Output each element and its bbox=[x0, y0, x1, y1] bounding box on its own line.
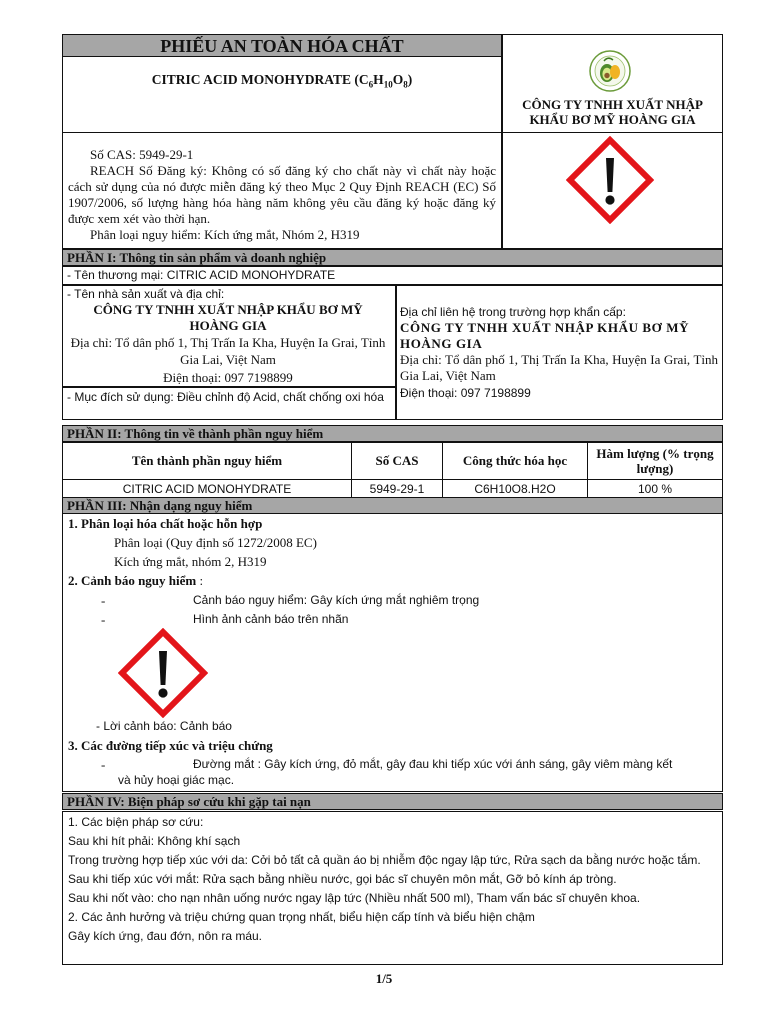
table-header-row bbox=[63, 443, 723, 480]
s2-dash2: - bbox=[101, 612, 106, 627]
s2-title: 2. Cảnh báo nguy hiểm bbox=[68, 573, 197, 588]
s2-title-row: 2. Cảnh báo nguy hiểm : bbox=[68, 573, 204, 588]
cell-cas: 5949-29-1 bbox=[352, 480, 443, 499]
part2-heading: PHẦN II: Thông tin về thành phần nguy hiểm bbox=[62, 425, 723, 442]
manufacturer-block bbox=[64, 287, 392, 387]
part1-divider bbox=[395, 285, 397, 420]
first-aid-line: Gây kích ứng, đau đớn, nôn ra máu. bbox=[68, 929, 263, 943]
cell-content: 100 % bbox=[588, 480, 723, 499]
part3-heading: PHẦN III: Nhận dạng nguy hiểm bbox=[62, 497, 723, 514]
manufacturer-phone: Điện thoại: 097 7198899 bbox=[163, 370, 293, 385]
first-aid-line: Trong trường hợp tiếp xúc với da: Cởi bỏ tất cả quần áo bị nhiễm độc ngay lập tức, Rửa sạch da bằng nước hoặc tắm. bbox=[68, 853, 701, 867]
col-component: Tên thành phần nguy hiểm bbox=[63, 443, 352, 480]
composition-table bbox=[62, 442, 723, 499]
s1-line2: Kích ứng mắt, nhóm 2, H319 bbox=[114, 554, 267, 569]
s1-line1: Phân loại (Quy định số 1272/2008 EC) bbox=[114, 535, 317, 550]
s3-dash1: - bbox=[101, 757, 106, 772]
emergency-label: Địa chỉ liên hệ trong trường hợp khẩn cấp: bbox=[400, 305, 626, 319]
cas-number: Số CAS: 5949-29-1 bbox=[90, 147, 194, 162]
s1-title: 1. Phân loại hóa chất hoặc hỗn hợp bbox=[68, 516, 263, 531]
col-content: Hàm lượng (% trọng lượng) bbox=[588, 443, 723, 480]
part1-heading: PHẦN I: Thông tin sản phẩm và doanh nghiệp bbox=[62, 249, 723, 266]
manufacturer-label: - Tên nhà sản xuất và địa chỉ: bbox=[67, 287, 225, 301]
page-number: 1/5 bbox=[375, 971, 393, 986]
s2-dash1: - bbox=[101, 593, 106, 608]
s3-title: 3. Các đường tiếp xúc và triệu chứng bbox=[68, 738, 273, 753]
intro-divider bbox=[501, 132, 503, 249]
table-row bbox=[63, 480, 723, 499]
intro-text bbox=[68, 147, 496, 243]
product-title: CITRIC ACID MONOHYDRATE $(C_6H_{10}O_8)$ bbox=[151, 72, 413, 90]
col-formula: Công thức hóa học bbox=[443, 443, 588, 480]
first-aid-line: Sau khi tiếp xúc với mắt: Rửa sạch bằng nhiều nước, gọi bác sĩ chuyên môn mắt, Gỡ bỏ kính áp tròng. bbox=[68, 872, 617, 886]
s2-bullet1: Cảnh báo nguy hiểm: Gây kích ứng mắt nghiêm trọng bbox=[193, 593, 480, 607]
company-name: CÔNG TY TNHH XUẤT NHẬP KHẨU BƠ MỸ HOÀNG GIA bbox=[522, 97, 703, 127]
ghs-exclamation-icon bbox=[118, 628, 208, 718]
first-aid-text bbox=[68, 815, 718, 944]
hazard-classification: Phân loại nguy hiểm: Kích ứng mắt, Nhóm 2, H319 bbox=[90, 227, 360, 242]
manufacturer-address: Địa chỉ: Tổ dân phố 1, Thị Trấn Ia Kha, Huyện Ia Grai, Tỉnh Gia Lai, Việt Nam bbox=[70, 335, 386, 367]
reach-registration: REACH Số Đăng ký: Không có số đăng ký cho chất này vì chất này hoặc cách sử dụng của nó được miễn đăng ký theo Mục 2 Quy Định REACH (EC) Số 1907/2006, số lượng hàng hóa hàng năm không yêu cầu đăng ký hoặc đăng ký được xem xét vào thời hạn. bbox=[68, 163, 496, 226]
emergency-block bbox=[400, 305, 718, 403]
col-cas: Số CAS bbox=[352, 443, 443, 480]
first-aid-line: Sau khi hít phải: Không khí sạch bbox=[68, 834, 241, 848]
part4-heading: PHẦN IV: Biện pháp sơ cứu khi gặp tai nạn bbox=[62, 793, 723, 810]
manufacturer-name: CÔNG TY TNHH XUẤT NHẬP KHẨU BƠ MỸ HOÀNG GIA bbox=[93, 302, 363, 333]
avocado-logo-icon bbox=[588, 49, 632, 93]
ghs-exclamation-icon bbox=[566, 136, 654, 224]
emergency-phone: Điện thoại: 097 7198899 bbox=[400, 386, 531, 400]
first-aid-line: 2. Các ảnh hưởng và triệu chứng quan trọng nhất, biểu hiện cấp tính và biểu hiện chậm bbox=[68, 910, 535, 924]
emergency-name: CÔNG TY TNHH XUẤT NHẬP KHẨU BƠ MỸ HOÀNG GIA bbox=[400, 320, 690, 351]
signal-word: - Lời cảnh báo: Cảnh báo bbox=[96, 719, 232, 733]
trade-name: - Tên thương mại: CITRIC ACID MONOHYDRATE bbox=[67, 268, 336, 282]
s3-bullet1-b: và hủy hoại giác mạc. bbox=[118, 773, 235, 787]
document-title: PHIẾU AN TOÀN HÓA CHẤT bbox=[63, 35, 501, 57]
cell-formula: C6H10O8.H2O bbox=[443, 480, 588, 499]
first-aid-line: 1. Các biện pháp sơ cứu: bbox=[68, 815, 204, 829]
purpose-of-use: - Mục đích sử dụng: Điều chỉnh độ Acid, chất chống oxi hóa bbox=[67, 390, 384, 404]
s3-bullet1-a: Đường mắt : Gây kích ứng, đỏ mắt, gây đau khi tiếp xúc với ánh sáng, gây viêm màng kết bbox=[193, 757, 673, 771]
first-aid-line: Sau khi nốt vào: cho nạn nhân uống nước ngay lập tức (Nhiều nhất 500 ml), Tham vấn bác sĩ chuyên khoa. bbox=[68, 891, 641, 905]
s2-bullet2: Hình ảnh cảnh báo trên nhãn bbox=[193, 612, 349, 626]
cell-component: CITRIC ACID MONOHYDRATE bbox=[63, 480, 352, 499]
emergency-address: Địa chỉ: Tổ dân phố 1, Thị Trấn Ia Kha, Huyện Ia Grai, Tỉnh Gia Lai, Việt Nam bbox=[400, 352, 718, 383]
